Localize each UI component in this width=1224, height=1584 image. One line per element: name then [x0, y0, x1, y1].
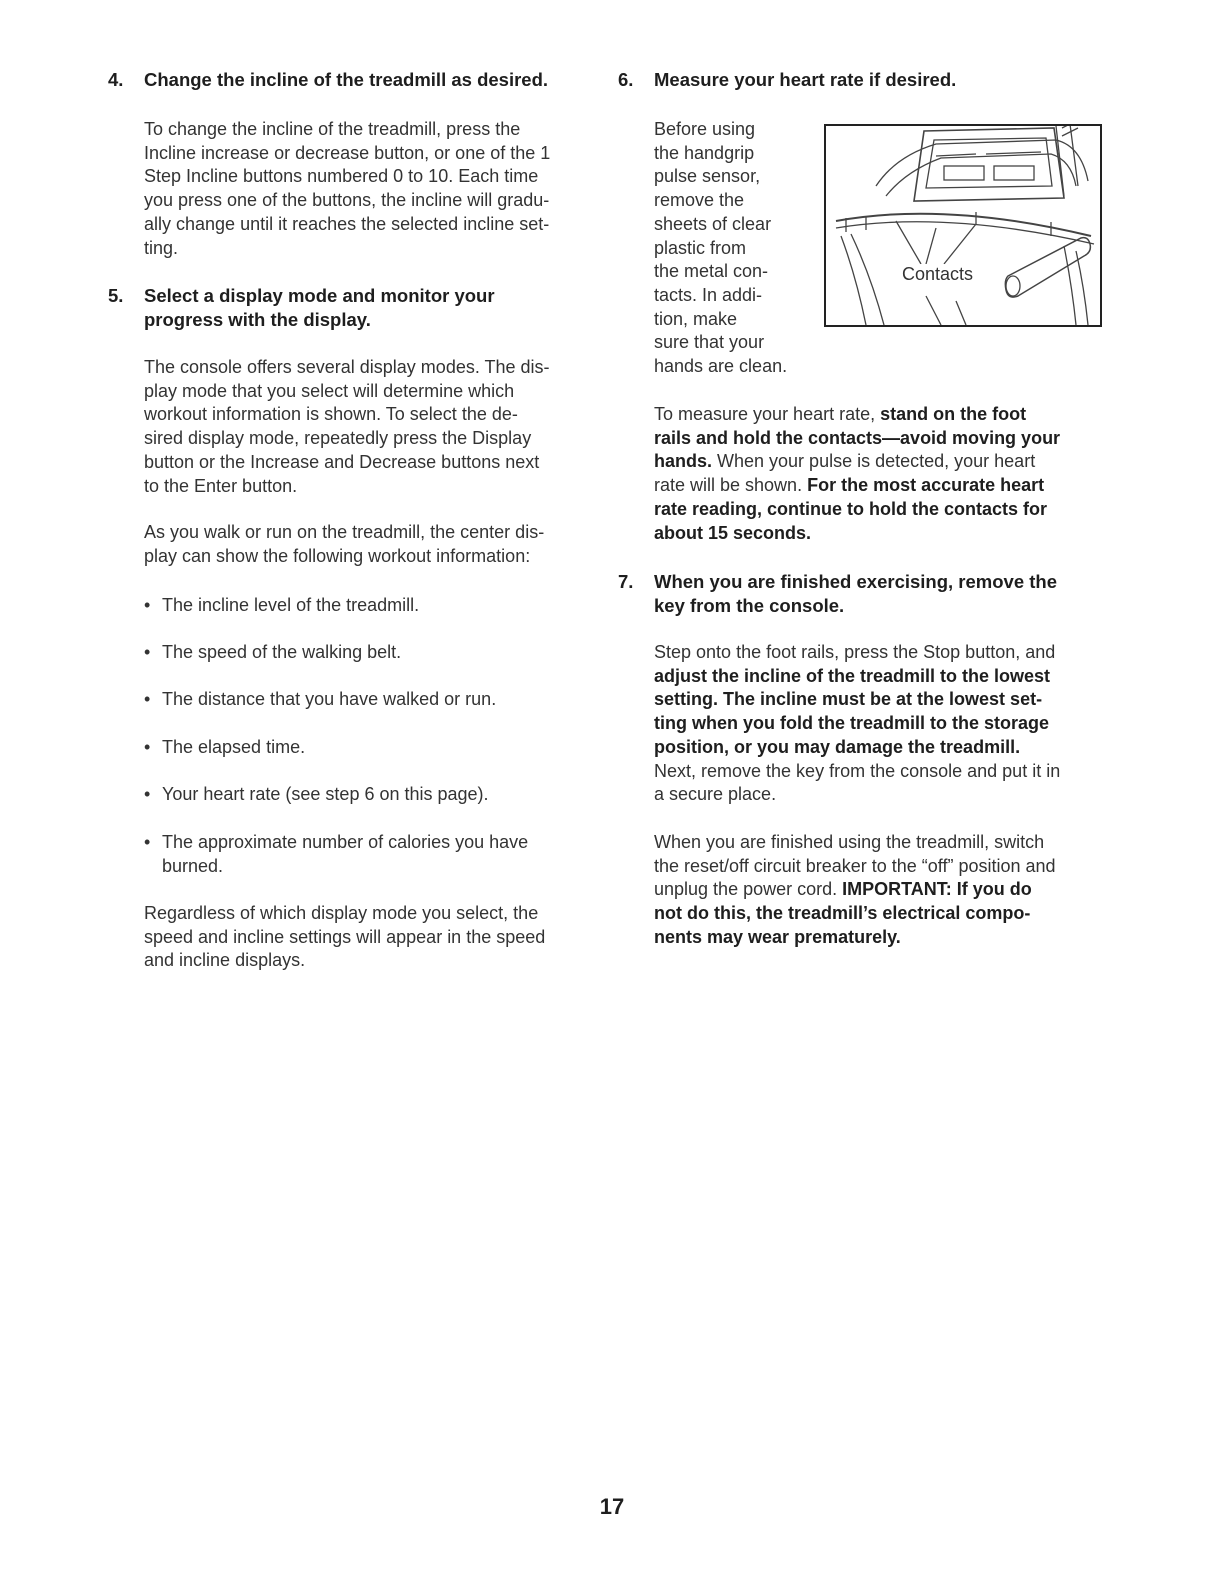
- text-line: sure that your: [654, 332, 765, 353]
- text-line: Before using: [654, 119, 756, 139]
- text-line: not do this, the treadmill’s electrical compo-: [654, 903, 1031, 924]
- text-line: ting when you fold the treadmill to the storage: [654, 713, 1050, 734]
- text-line: To measure your heart rate, stand on the foot: [654, 404, 1027, 424]
- text-line: As you walk or run on the treadmill, the center dis-: [144, 522, 545, 542]
- text-line: When you are finished using the treadmill, switch: [654, 832, 1045, 852]
- text-line: play can show the following workout information:: [144, 545, 531, 566]
- text-line: Step onto the foot rails, press the Stop button, and: [654, 642, 1056, 662]
- step-6-intro-paragraph: [654, 118, 844, 379]
- text-line: ally change until it reaches the selected incline set-: [144, 213, 550, 234]
- step-4-paragraph: [144, 118, 550, 260]
- text-line: nents may wear prematurely.: [654, 926, 901, 947]
- step-6-title: Measure your heart rate if desired.: [654, 69, 957, 90]
- bullet-text: burned.: [162, 855, 224, 876]
- text-line: Incline increase or decrease button, or one of the 1: [144, 142, 551, 163]
- step-7-paragraph-2: [654, 831, 1114, 950]
- step-6-number: 6.: [618, 69, 634, 90]
- step-4-heading: [108, 68, 608, 92]
- bullet-marker: •: [144, 784, 151, 804]
- step-7-number: 7.: [618, 571, 634, 592]
- text-line: the handgrip: [654, 142, 755, 163]
- bullet-text: The speed of the walking belt.: [162, 642, 402, 662]
- bullet-text: The approximate number of calories you have: [162, 832, 529, 852]
- bullet-item: [144, 783, 604, 807]
- step-5-title-line: Select a display mode and monitor your: [144, 285, 495, 306]
- text-line: rails and hold the contacts—avoid moving your: [654, 427, 1061, 448]
- step-6-measure-paragraph: [654, 403, 1114, 545]
- step-5-number: 5.: [108, 285, 124, 306]
- step-7-title-line: When you are finished exercising, remove the: [654, 571, 1058, 592]
- text-line: the metal con-: [654, 261, 769, 282]
- step-5-paragraph-2: [144, 521, 544, 568]
- page-number: 17: [599, 1494, 625, 1519]
- step-5-title-line: progress with the display.: [144, 309, 371, 330]
- step-7-paragraph-1: [654, 641, 1114, 807]
- text-line: sired display mode, repeatedly press the Display: [144, 428, 532, 449]
- text-line: Regardless of which display mode you select, the: [144, 903, 539, 923]
- text-line: setting. The incline must be at the lowest set-: [654, 689, 1043, 710]
- text-line: the reset/off circuit breaker to the “off” position and: [654, 855, 1056, 876]
- text-line: unplug the power cord. IMPORTANT: If you do: [654, 879, 1032, 900]
- step-4-title: Change the incline of the treadmill as desired.: [144, 69, 549, 90]
- text-line: sheets of clear: [654, 213, 772, 234]
- text-line: hands. When your pulse is detected, your heart: [654, 451, 1036, 472]
- text-line: remove the: [654, 190, 745, 211]
- text-line: speed and incline settings will appear in the speed: [144, 926, 546, 947]
- bullet-marker: •: [144, 832, 151, 852]
- step-5-paragraph-1: [144, 356, 550, 498]
- text-line: rate reading, continue to hold the contacts for: [654, 498, 1048, 519]
- bullet-item: [144, 736, 604, 760]
- text-line: a secure place.: [654, 784, 777, 805]
- bullet-item: [144, 688, 604, 712]
- bullet-item: [144, 831, 604, 878]
- handgrip-contacts-illustration: [824, 124, 1102, 327]
- contacts-label: Contacts: [902, 264, 974, 284]
- bullet-text: Your heart rate (see step 6 on this page).: [162, 784, 489, 804]
- bullet-marker: •: [144, 689, 151, 709]
- text-line: tacts. In addi-: [654, 284, 763, 305]
- text-line: Next, remove the key from the console and put it in: [654, 760, 1061, 781]
- text-line: plastic from: [654, 237, 747, 258]
- step-7-heading: [618, 570, 1108, 618]
- text-line: you press one of the buttons, the incline will gradu-: [144, 190, 550, 211]
- text-line: The console offers several display modes. The dis-: [144, 357, 550, 377]
- text-line: Step Incline buttons numbered 0 to 10. Each time: [144, 166, 539, 187]
- bullet-marker: •: [144, 737, 151, 757]
- text-line: adjust the incline of the treadmill to the lowest: [654, 665, 1051, 686]
- text-line: to the Enter button.: [144, 475, 298, 496]
- step-5-heading: [108, 284, 608, 332]
- text-line: hands are clean.: [654, 356, 788, 377]
- text-line: play mode that you select will determine which: [144, 380, 515, 401]
- bullet-text: The incline level of the treadmill.: [162, 595, 420, 615]
- text-line: rate will be shown. For the most accurate heart: [654, 475, 1045, 496]
- bullet-text: The elapsed time.: [162, 737, 306, 757]
- bullet-item: [144, 641, 604, 665]
- text-line: pulse sensor,: [654, 166, 761, 187]
- text-line: workout information is shown. To select the de-: [144, 404, 518, 425]
- text-line: and incline displays.: [144, 950, 306, 971]
- text-line: ting.: [144, 237, 179, 258]
- text-line: To change the incline of the treadmill, press the: [144, 119, 521, 139]
- step-4-number: 4.: [108, 69, 124, 90]
- text-line: tion, make: [654, 308, 738, 329]
- bullet-item: [144, 594, 604, 618]
- bullet-marker: •: [144, 595, 151, 615]
- bullet-text: The distance that you have walked or run.: [162, 689, 497, 709]
- bullet-marker: •: [144, 642, 151, 662]
- treadmill-console-drawing: [826, 126, 1100, 325]
- step-5-paragraph-3: [144, 902, 545, 973]
- text-line: about 15 seconds.: [654, 522, 812, 543]
- text-line: position, or you may damage the treadmill.: [654, 736, 1021, 757]
- step-6-heading: [618, 68, 1108, 92]
- step-7-title-line: key from the console.: [654, 595, 845, 616]
- text-line: button or the Increase and Decrease buttons next: [144, 451, 540, 472]
